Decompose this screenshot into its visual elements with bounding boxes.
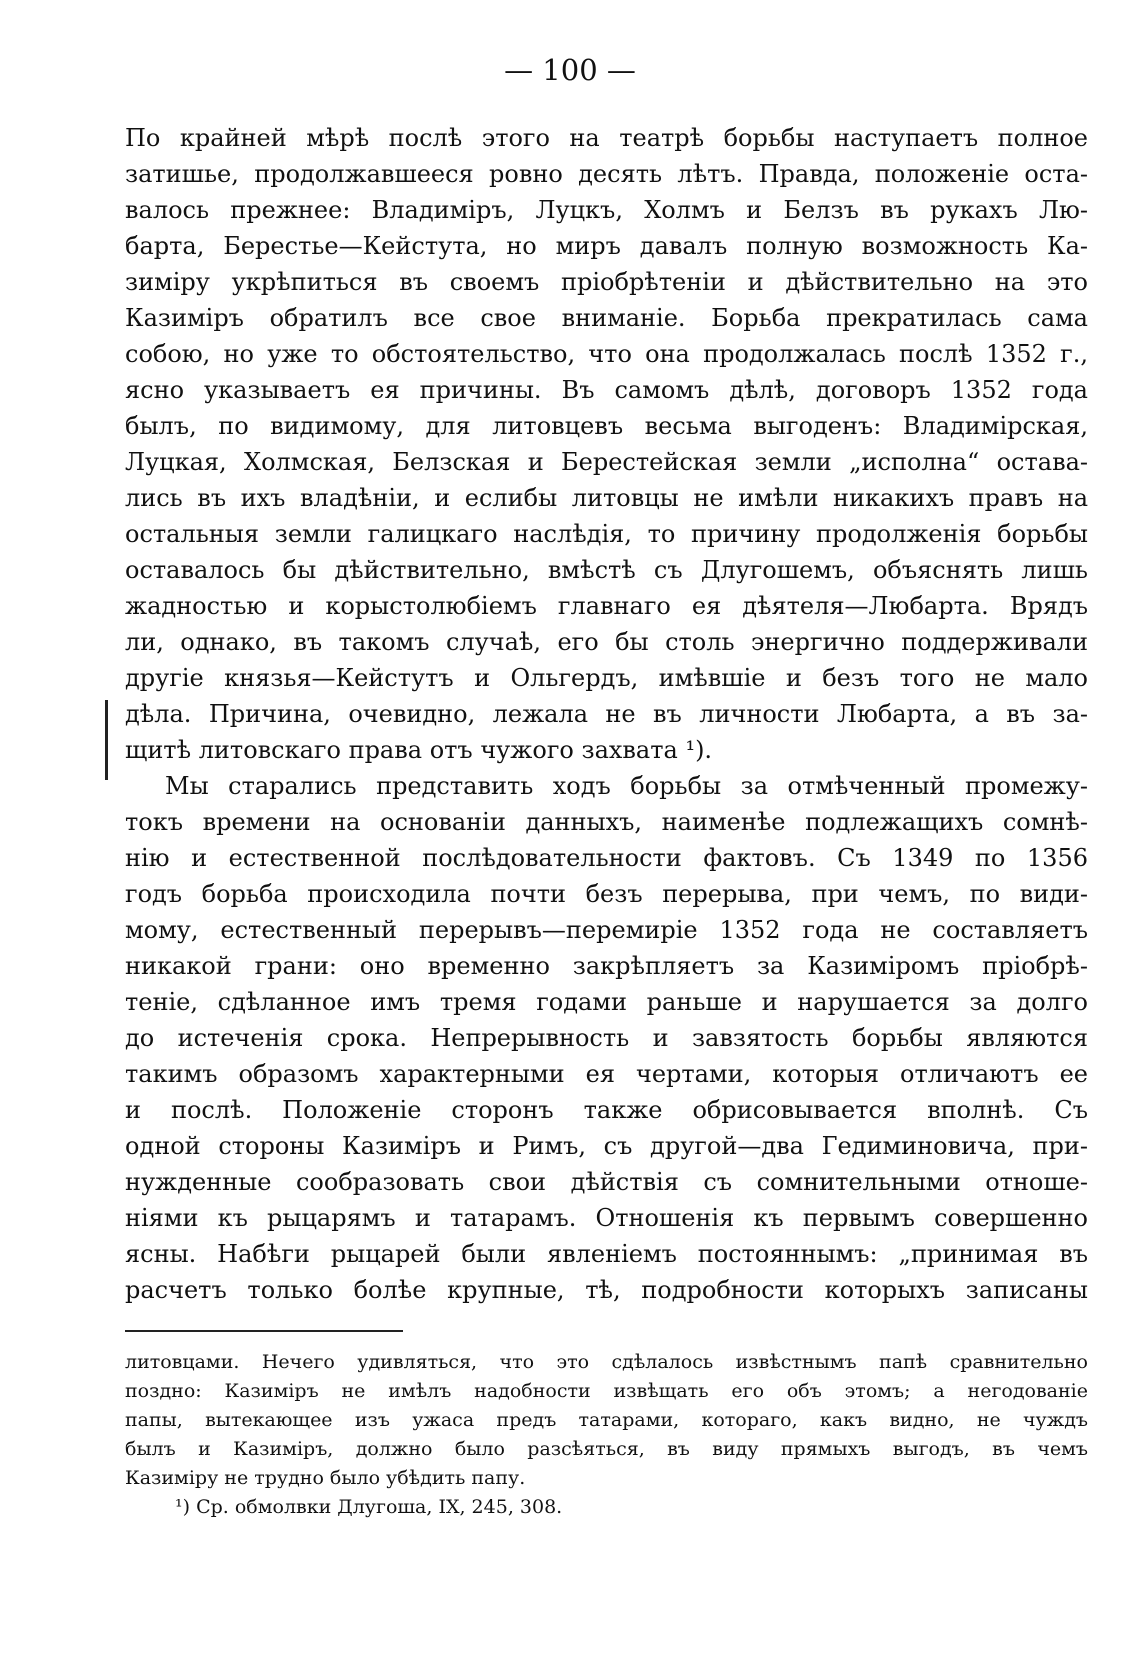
margin-mark [105, 700, 108, 780]
text-line: былъ, по видимому, для литовцевъ весьма выгоденъ: Владимірская, [125, 412, 1088, 440]
text-line: щитѣ литовскаго права отъ чужого захвата ¹). [125, 736, 713, 764]
text-line: По крайней мѣрѣ послѣ этого на театрѣ борьбы наступаетъ полное [125, 124, 1088, 152]
text-line: нужденные сообразовать свои дѣйствія съ сомнительными отноше- [125, 1168, 1088, 1196]
footnote-line: былъ и Казиміръ, должно было разсѣяться, въ виду прямыхъ выгодъ, въ чемъ [125, 1438, 1088, 1460]
footnote-line: папы, вытекающее изъ ужаса предъ татарами, котораго, какъ видно, не чуждъ [125, 1409, 1088, 1431]
footnote-line: Казиміру не трудно было убѣдить папу. [125, 1467, 526, 1489]
text-line: зиміру укрѣпиться въ своемъ пріобрѣтеніи и дѣйствительно на это [125, 268, 1088, 296]
text-line: расчетъ только болѣе крупные, тѣ, подробности которыхъ записаны [125, 1276, 1088, 1304]
text-line: никакой грани: оно временно закрѣпляетъ за Казиміромъ пріобрѣ- [125, 952, 1088, 980]
text-line: остальныя земли галицкаго наслѣдія, то причину продолженія борьбы [125, 520, 1088, 548]
text-line: Казиміръ обратилъ все свое вниманіе. Борьба прекратилась сама [125, 304, 1088, 332]
text-line: Мы старались представить ходъ борьбы за отмѣченный промежу- [165, 772, 1088, 800]
text-line: собою, но уже то обстоятельство, что она продолжалась послѣ 1352 г., [125, 340, 1088, 368]
text-line: до истеченія срока. Непрерывность и завзятость борьбы являются [125, 1024, 1088, 1052]
text-line: ясны. Набѣги рыцарей были явленіемъ постояннымъ: „принимая въ [125, 1240, 1088, 1268]
text-line: жадностью и корыстолюбіемъ главнаго ея дѣятеля—Любарта. Врядъ [125, 592, 1088, 620]
text-line: годъ борьба происходила почти безъ перерыва, при чемъ, по види- [125, 880, 1088, 908]
page-number: — 100 — [504, 53, 636, 87]
text-line: дѣла. Причина, очевидно, лежала не въ личности Любарта, а въ за- [125, 700, 1088, 728]
footnote-line: литовцами. Нечего удивляться, что это сдѣлалось извѣстнымъ папѣ сравнительно [125, 1351, 1088, 1373]
text-line: ніями къ рыцарямъ и татарамъ. Отношенія къ первымъ совершенно [125, 1204, 1088, 1232]
text-line: ли, однако, въ такомъ случаѣ, его бы столь энергично поддерживали [125, 628, 1088, 656]
footnotes [125, 1348, 1088, 1522]
footnote-rule [125, 1330, 403, 1332]
footnote-line: ¹) Ср. обмолвки Длугоша, IX, 245, 308. [175, 1496, 563, 1518]
text-line: другіе князья—Кейстутъ и Ольгердъ, имѣвшіе и безъ того не мало [125, 664, 1088, 692]
text-line: затишье, продолжавшееся ровно десять лѣтъ. Правда, положеніе оста- [125, 160, 1088, 188]
main-text [125, 120, 1088, 1308]
text-line: валось прежнее: Владиміръ, Луцкъ, Холмъ и Белзъ въ рукахъ Лю- [125, 196, 1088, 224]
text-line: теніе, сдѣланное имъ тремя годами раньше и нарушается за долго [125, 988, 1088, 1016]
text-line: Луцкая, Холмская, Белзская и Берестейская земли „исполна“ остава- [125, 448, 1088, 476]
text-line: токъ времени на основаніи данныхъ, наименѣе подлежащихъ сомнѣ- [125, 808, 1088, 836]
text-line: и послѣ. Положеніе сторонъ также обрисовывается вполнѣ. Съ [125, 1096, 1088, 1124]
text-line: мому, естественный перерывъ—перемиріе 1352 года не составляетъ [125, 916, 1088, 944]
footnote-line: поздно: Казиміръ не имѣлъ надобности извѣщать его объ этомъ; а негодованіе [125, 1380, 1088, 1402]
text-line: одной стороны Казиміръ и Римъ, съ другой—два Гедиминовича, при- [125, 1132, 1088, 1160]
text-line: ясно указываетъ ея причины. Въ самомъ дѣлѣ, договоръ 1352 года [125, 376, 1088, 404]
text-line: барта, Берестье—Кейстута, но миръ давалъ полную возможность Ка- [125, 232, 1088, 260]
text-line: лись въ ихъ владѣніи, и еслибы литовцы не имѣли никакихъ правъ на [125, 484, 1088, 512]
text-line: оставалось бы дѣйствительно, вмѣстѣ съ Длугошемъ, объяснять лишь [125, 556, 1088, 584]
text-line: такимъ образомъ характерными ея чертами, которыя отличаютъ ее [125, 1060, 1088, 1088]
text-line: нію и естественной послѣдовательности фактовъ. Съ 1349 по 1356 [125, 844, 1088, 872]
